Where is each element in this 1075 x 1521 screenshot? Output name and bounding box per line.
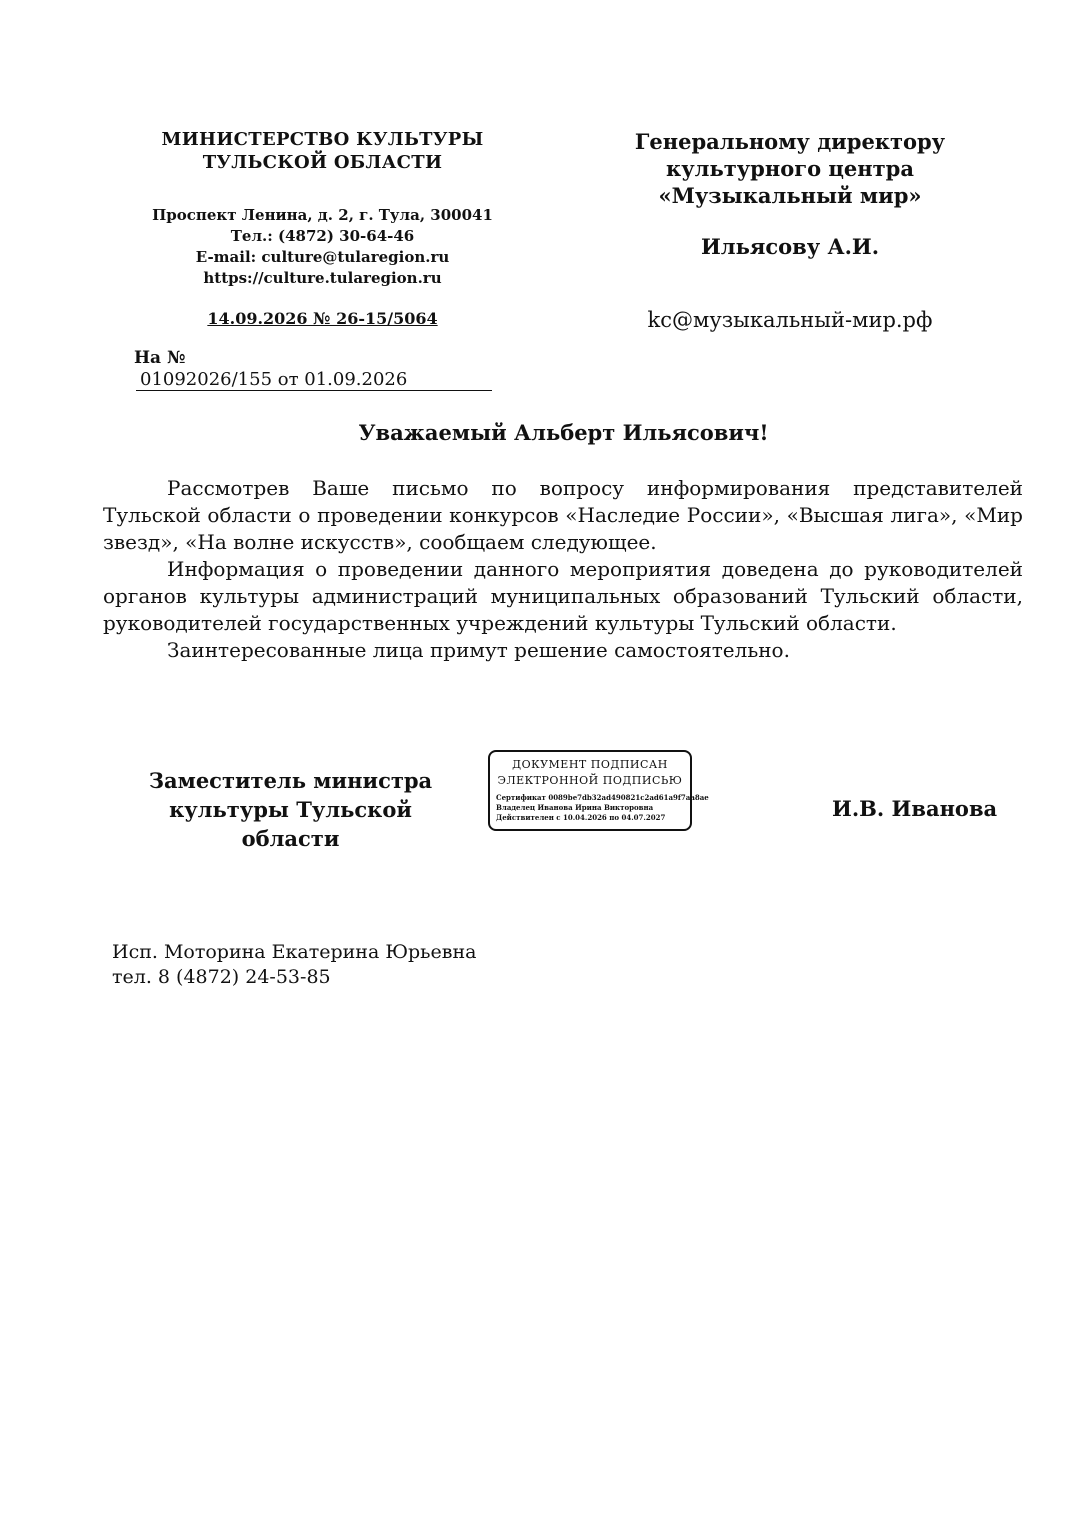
stamp-header-line1: ДОКУМЕНТ ПОДПИСАН [512, 758, 668, 771]
addressee-block [620, 128, 960, 332]
stamp-validity: Действителен с 10.04.2026 по 04.07.2027 [496, 813, 666, 822]
sender-address: Проспект Ленина, д. 2, г. Тула, 300041 [152, 206, 493, 224]
reply-reference-value: 01092026/155 от 01.09.2026 [136, 369, 492, 391]
addressee-position-line1: Генеральному директору [634, 129, 946, 154]
sender-website: https://culture.tularegion.ru [203, 269, 442, 287]
sender-email: E-mail: culture@tularegion.ru [195, 248, 450, 266]
signer-title [118, 766, 463, 853]
stamp-header-line2: ЭЛЕКТРОННОЙ ПОДПИСЬЮ [497, 774, 683, 787]
stamp-details [490, 789, 709, 823]
executor-block [112, 940, 476, 990]
sender-phone: Тел.: (4872) 30-64-46 [230, 227, 415, 245]
stamp-header [490, 752, 690, 789]
letter-paragraph: Информация о проведении данного мероприятия доведена до руководителей органов культуры администраций муниципальных образований Тульский области, руководителей государственных учреждений культуры Тульский области. [103, 557, 1023, 635]
letter-paragraph: Рассмотрев Ваше письмо по вопросу информирования представителей Тульской области о проведении конкурсов «Наследие России», «Высшая лига», «Мир звезд», «На волне искусств», сообщаем следующее. [103, 476, 1023, 554]
addressee-email: kc@музыкальный-мир.рф [647, 308, 933, 332]
stamp-certificate: Сертификат 0089be7db32ad490821c2ad61a9f7aa8ae [496, 793, 709, 802]
letter-paragraph: Заинтересованные лица примут решение самостоятельно. [167, 638, 790, 662]
signer-title-line1: Заместитель министра [148, 768, 433, 793]
sender-contacts [120, 205, 525, 289]
sender-org-name-line1: МИНИСТЕРСТВО КУЛЬТУРЫ [161, 129, 484, 150]
addressee-position-line2: культурного центра [666, 156, 914, 181]
signer-title-line2: культуры Тульской области [169, 797, 412, 851]
registration-number: 14.09.2026 № 26-15/5064 [207, 309, 438, 328]
sender-block [120, 128, 525, 328]
executor-name: Исп. Моторина Екатерина Юрьевна [112, 941, 477, 963]
signer-name: И.В. Иванова [832, 796, 998, 821]
stamp-owner: Владелец Иванова Ирина Викторовна [496, 803, 654, 812]
addressee-organization: «Музыкальный мир» [658, 183, 922, 208]
sender-org-name-line2: ТУЛЬСКОЙ ОБЛАСТИ [202, 152, 443, 173]
reply-reference-label: На № [134, 348, 186, 368]
letter-greeting: Уважаемый Альберт Ильясович! [358, 420, 769, 445]
electronic-signature-stamp [488, 750, 709, 831]
letter-body [103, 475, 1023, 664]
addressee-name: Ильясову А.И. [700, 234, 880, 259]
executor-phone: тел. 8 (4872) 24-53-85 [112, 966, 331, 988]
reply-reference [134, 347, 542, 391]
